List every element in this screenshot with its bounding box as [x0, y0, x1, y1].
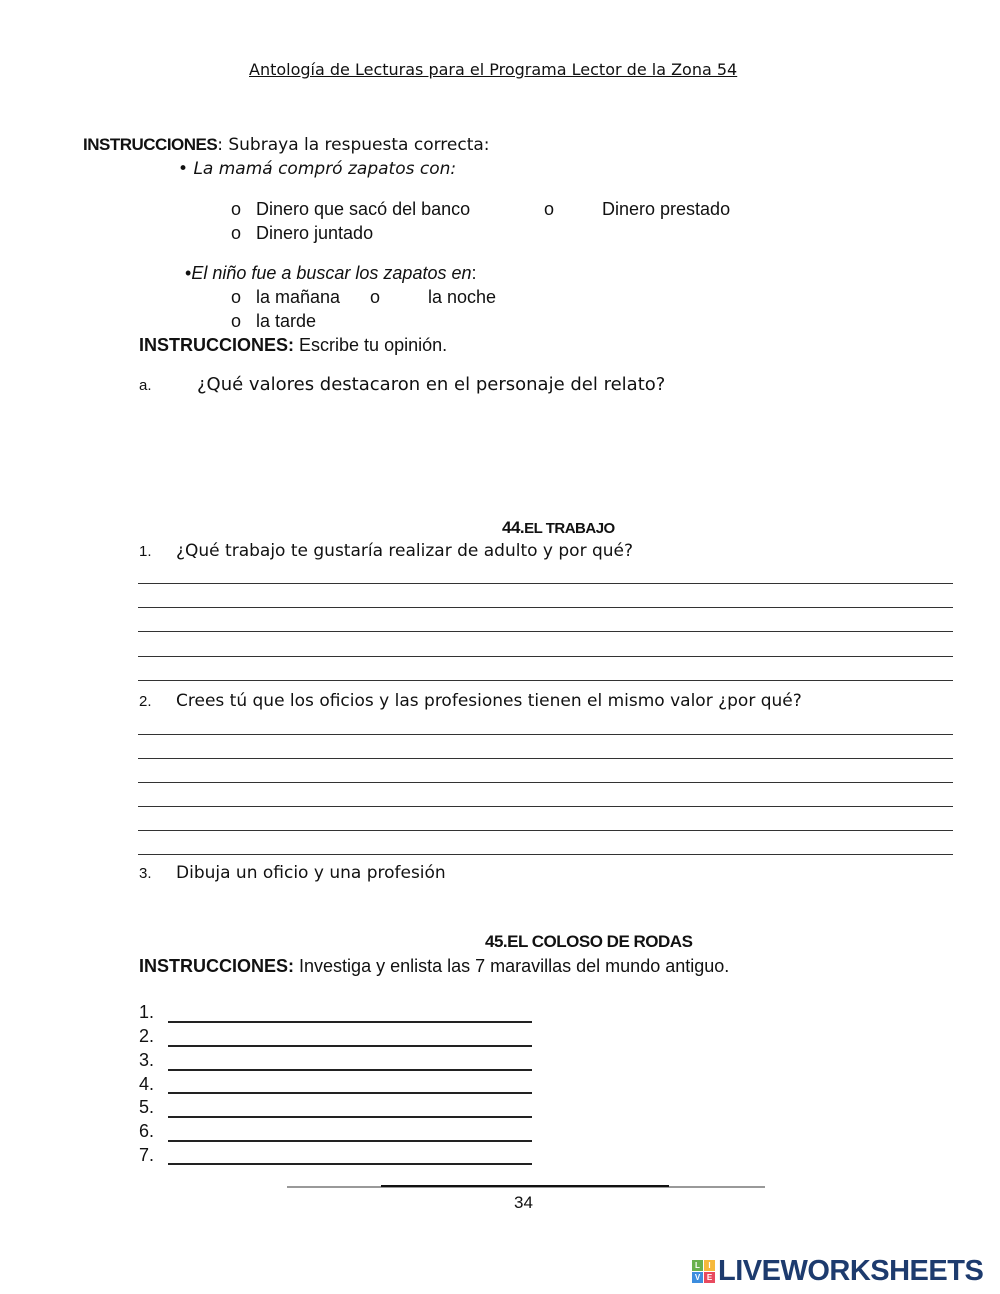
answer-blank[interactable] — [168, 1116, 532, 1118]
option-prestado[interactable]: Dinero prestado — [602, 199, 731, 219]
answer-blank[interactable] — [168, 1092, 532, 1094]
instructions-subraya — [83, 135, 490, 155]
instructions-text: : Subraya la respuesta correcta: — [217, 135, 490, 155]
section-number: 44. — [502, 518, 525, 537]
option-marker: o — [370, 287, 381, 307]
question-number: 2. — [139, 693, 152, 710]
option-noche[interactable]: la noche — [428, 287, 497, 307]
instructions-label: INSTRUCCIONES: — [139, 956, 295, 976]
section-number: 45. — [485, 932, 508, 951]
answer-line[interactable] — [138, 607, 953, 608]
answer-blank[interactable] — [168, 1021, 532, 1023]
question-trabajo: ¿Qué trabajo te gustaría realizar de adulto y por qué? — [176, 541, 634, 561]
logo-letter: E — [704, 1272, 715, 1283]
page-number: 34 — [514, 1193, 533, 1212]
answer-line[interactable] — [138, 854, 953, 855]
list-number: 6. — [139, 1121, 155, 1141]
answer-line[interactable] — [138, 734, 953, 735]
list-number: 5. — [139, 1097, 155, 1117]
answer-blank[interactable] — [168, 1163, 532, 1165]
answer-line[interactable] — [138, 758, 953, 759]
logo-letter: V — [692, 1272, 703, 1283]
answer-line[interactable] — [138, 782, 953, 783]
page-header: Antología de Lecturas para el Programa Lector de la Zona 54 — [249, 60, 738, 79]
option-marker: o — [231, 223, 242, 243]
footer-rule-dark — [381, 1185, 669, 1187]
answer-blank[interactable] — [168, 1069, 532, 1071]
instructions-investiga — [139, 956, 729, 977]
option-manana[interactable]: la mañana — [256, 287, 341, 307]
question-oficios: Crees tú que los oficios y las profesiones tienen el mismo valor ¿por qué? — [176, 691, 802, 711]
option-marker: o — [544, 199, 555, 219]
instructions-label: INSTRUCCIONES: — [139, 335, 295, 355]
question-dibuja: Dibuja un oficio y una profesión — [176, 863, 446, 883]
section-title-44 — [502, 518, 615, 538]
answer-line[interactable] — [138, 656, 953, 657]
question-text: El niño fue a buscar los zapatos en — [191, 263, 472, 283]
answer-blank[interactable] — [168, 1045, 532, 1047]
logo-letter: L — [692, 1260, 703, 1271]
list-number: 1. — [139, 1002, 155, 1022]
answer-line[interactable] — [138, 806, 953, 807]
option-marker: o — [231, 311, 242, 331]
option-juntado[interactable]: Dinero juntado — [256, 223, 374, 243]
answer-blank[interactable] — [168, 1140, 532, 1142]
answer-line[interactable] — [138, 830, 953, 831]
question-mama: • La mamá compró zapatos con: — [178, 159, 457, 179]
instructions-label: INSTRUCCIONES — [83, 135, 218, 154]
list-number: 3. — [139, 1050, 155, 1070]
answer-line[interactable] — [138, 680, 953, 681]
question-number: 1. — [139, 543, 152, 560]
logo-letter: I — [704, 1260, 715, 1271]
option-marker: o — [231, 287, 242, 307]
answer-line[interactable] — [138, 631, 953, 632]
question-text: La mamá compró zapatos con: — [193, 159, 457, 179]
instructions-opinion — [139, 335, 447, 356]
question-number: 3. — [139, 865, 152, 882]
question-valores: ¿Qué valores destacaron en el personaje del relato? — [197, 374, 666, 395]
colon: : — [471, 263, 477, 283]
list-number: 7. — [139, 1145, 155, 1165]
section-title: EL COLOSO DE RODAS — [507, 932, 693, 951]
logo-text: LIVEWORKSHEETS — [718, 1255, 984, 1287]
logo-icon — [692, 1260, 715, 1283]
question-nino: •El niño fue a buscar los zapatos en: — [185, 263, 477, 283]
option-marker: o — [231, 199, 242, 219]
option-tarde[interactable]: la tarde — [256, 311, 317, 331]
answer-line[interactable] — [138, 583, 953, 584]
section-title-45 — [485, 932, 692, 952]
list-number: 4. — [139, 1074, 155, 1094]
liveworksheets-logo — [692, 1255, 983, 1288]
option-banco[interactable]: Dinero que sacó del banco — [256, 199, 471, 219]
question-marker: a. — [139, 377, 152, 394]
instructions-text: Investiga y enlista las 7 maravillas del mundo antiguo. — [299, 956, 730, 976]
section-title: EL TRABAJO — [524, 520, 615, 537]
instructions-text: Escribe tu opinión. — [299, 335, 448, 355]
list-number: 2. — [139, 1026, 155, 1046]
